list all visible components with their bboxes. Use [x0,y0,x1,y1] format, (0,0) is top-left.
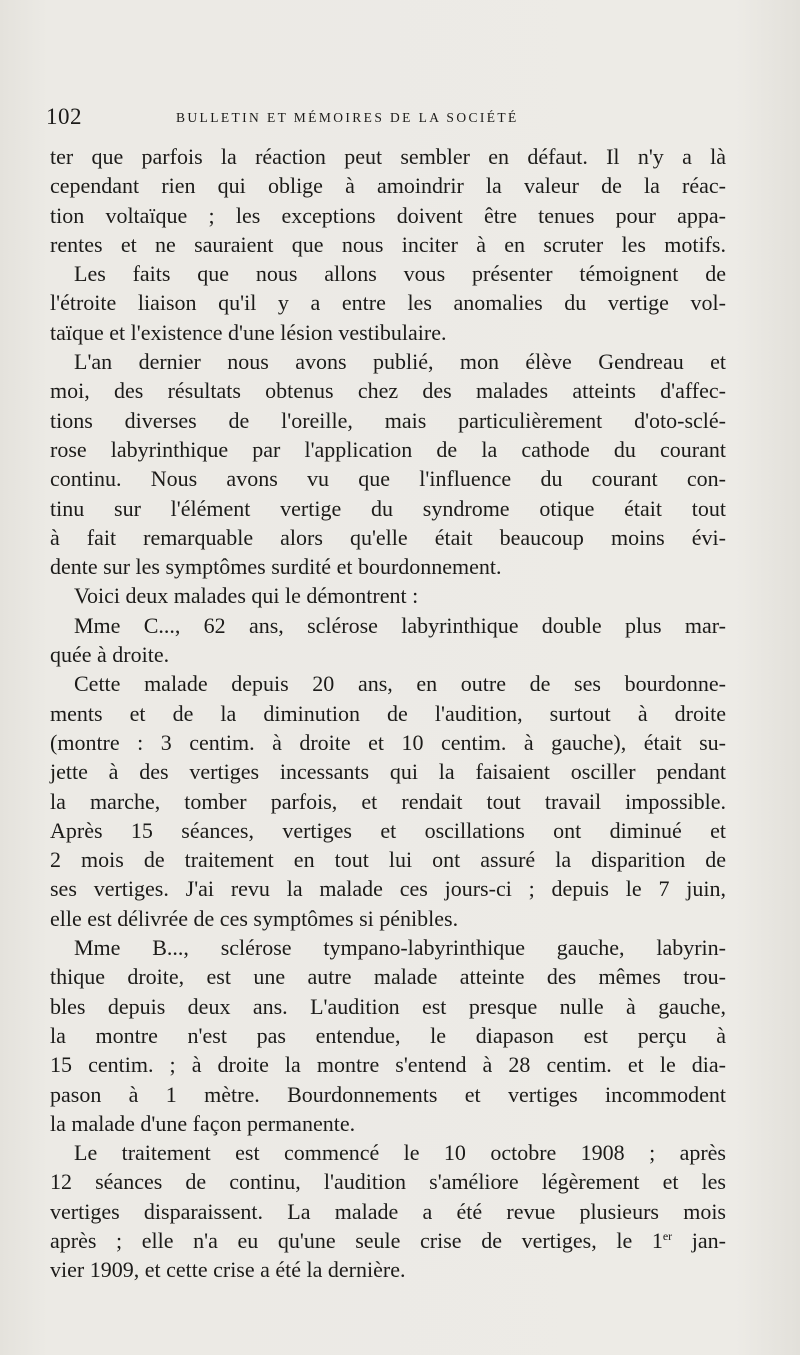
text-line: rentes et ne sauraient que nous inciter à en scruter les motifs. [50,231,726,257]
text-line: Mme B..., sclérose tympano-labyrinthique gauche, labyrin- [74,935,726,961]
text-line: thique droite, est une autre malade atteinte des mêmes trou- [50,964,726,990]
text-line: 2 mois de traitement en tout lui ont assuré la disparition de [50,847,726,873]
text-line: ses vertiges. J'ai revu la malade ces jours-ci ; depuis le 7 juin, [50,876,726,902]
text-line: jette à des vertiges incessants qui la faisaient osciller pendant [50,759,726,785]
text-line: Le traitement est commencé le 10 octobre 1908 ; après [74,1140,726,1166]
text-line: moi, des résultats obtenus chez des malades atteints d'affec- [50,378,726,404]
text-line-start: après ; elle n'a eu qu'une seule crise de vertiges, le 1 [50,1227,663,1253]
text-line: tion voltaïque ; les exceptions doivent être tenues pour appa- [50,202,726,228]
text-line: 12 séances de continu, l'audition s'améliore légèrement et les [50,1169,726,1195]
text-line: vertiges disparaissent. La malade a été revue plusieurs mois [50,1198,726,1224]
text-line: elle est délivrée de ces symptômes si pénibles. [50,905,459,931]
text-line: L'an dernier nous avons publié, mon élève Gendreau et [74,349,726,375]
text-line: l'étroite liaison qu'il y a entre les anomalies du vertige vol- [50,290,726,316]
body-text [50,142,726,1285]
text-line: (montre : 3 centim. à droite et 10 centim. à gauche), était su- [50,729,726,755]
text-line [50,1226,726,1255]
text-line: rose labyrinthique par l'application de la cathode du courant [50,436,726,462]
text-line: vier 1909, et cette crise a été la dernière. [50,1257,406,1283]
text-line: dente sur les symptômes surdité et bourdonnement. [50,554,502,580]
text-line: tinu sur l'élément vertige du syndrome otique était tout [50,495,726,521]
text-line: la malade d'une façon permanente. [50,1110,356,1136]
text-line: bles depuis deux ans. L'audition est presque nulle à gauche, [50,993,726,1019]
text-line-end: jan- [691,1227,726,1253]
page-header [46,104,722,138]
text-line: Voici deux malades qui le démontrent : [74,583,419,609]
text-line: la montre n'est pas entendue, le diapason est perçu à [50,1022,726,1048]
text-line: Les faits que nous allons vous présenter témoignent de [74,261,726,287]
text-line: ter que parfois la réaction peut sembler en défaut. Il n'y a là [50,144,726,169]
text-line: Cette malade depuis 20 ans, en outre de ses bourdonne- [74,671,726,697]
text-line: Après 15 séances, vertiges et oscillations ont diminué et [50,817,726,843]
text-line: 15 centim. ; à droite la montre s'entend à 28 centim. et le dia- [50,1052,726,1078]
text-line: quée à droite. [50,642,170,668]
ordinal-superscript: er [662,1228,673,1243]
text-line: pason à 1 mètre. Bourdonnements et vertiges incommodent [50,1081,726,1107]
running-head: BULLETIN ET MÉMOIRES DE LA SOCIÉTÉ [176,110,519,125]
text-line: la marche, tomber parfois, et rendait tout travail impossible. [50,788,726,814]
text-line: tions diverses de l'oreille, mais particulièrement d'oto-sclé- [50,407,726,433]
text-line: cependant rien qui oblige à amoindrir la valeur de la réac- [50,173,726,199]
text-line: Mme C..., 62 ans, sclérose labyrinthique double plus mar- [74,612,726,638]
text-line: continu. Nous avons vu que l'influence du courant con- [50,466,726,492]
text-line: à fait remarquable alors qu'elle était beaucoup moins évi- [50,524,726,550]
text-line: taïque et l'existence d'une lésion vestibulaire. [50,319,447,345]
page-number: 102 [46,104,82,129]
text-line: ments et de la diminution de l'audition, surtout à droite [50,700,726,726]
